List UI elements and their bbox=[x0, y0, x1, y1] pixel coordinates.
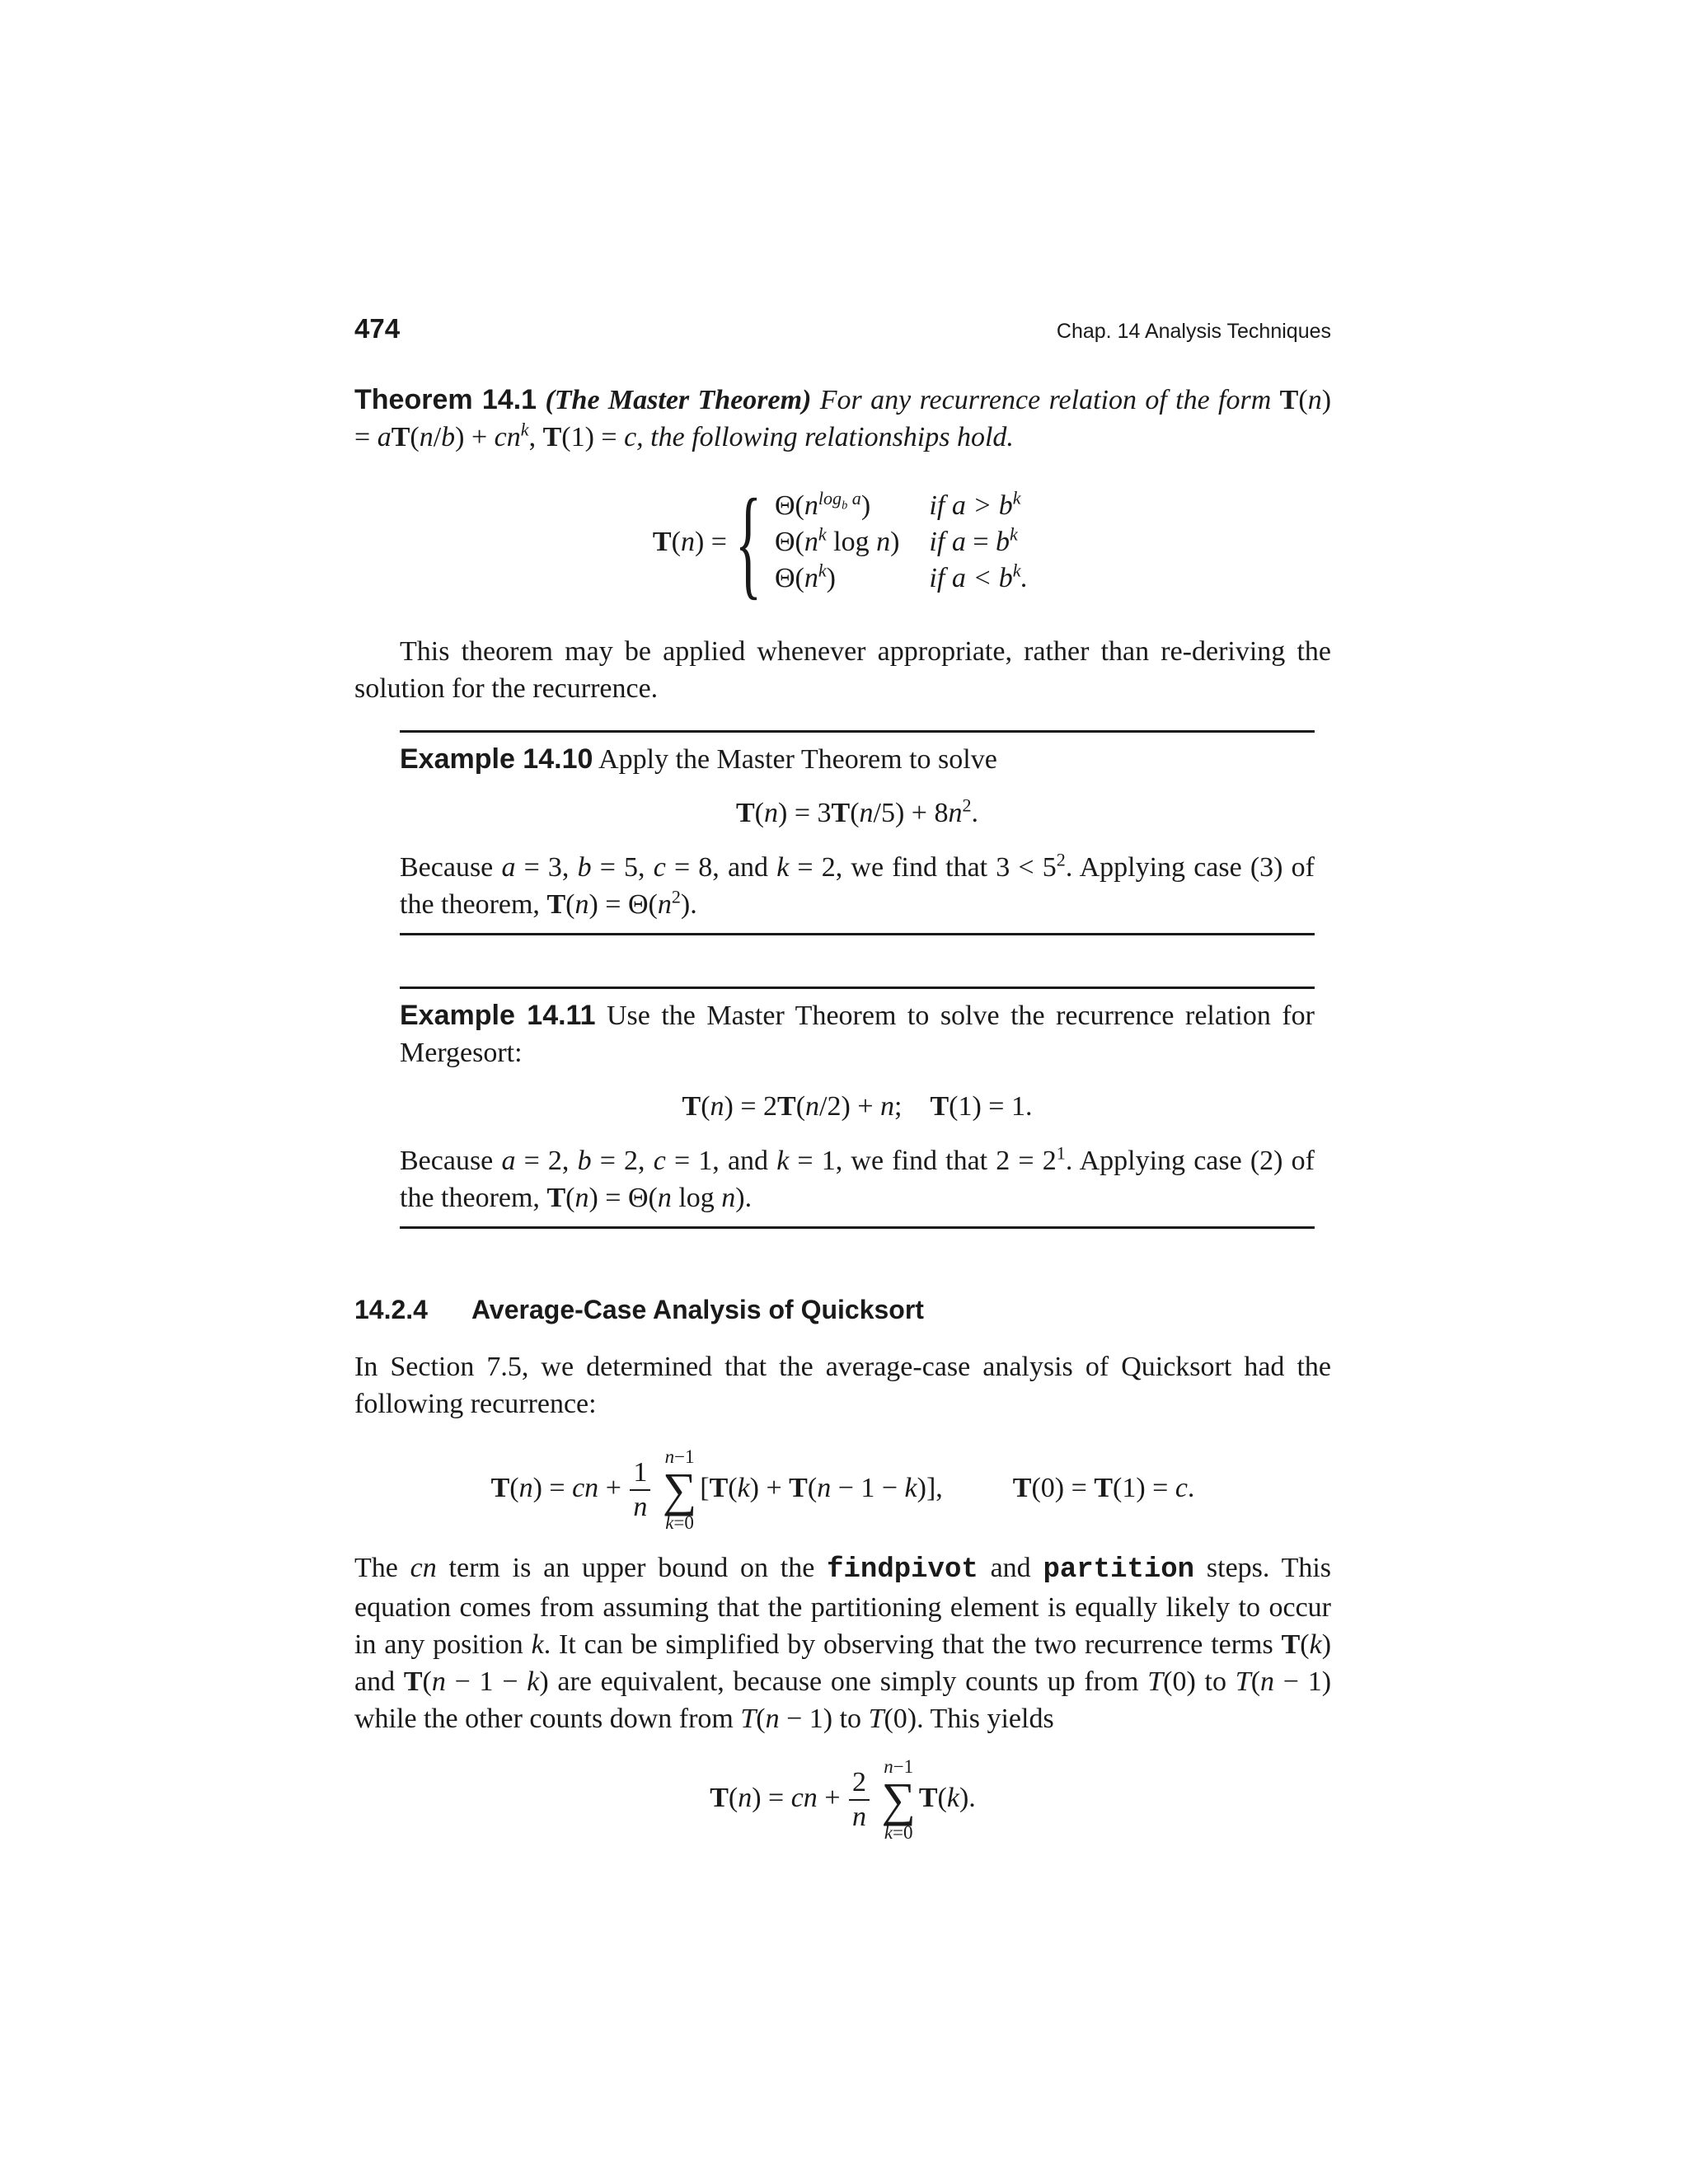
solution-text: . Applying bbox=[1065, 1146, 1186, 1176]
solution-text: we find that bbox=[851, 852, 988, 883]
paragraph-1: This theorem may be applied whenever appropriate, rather than re-deriving the solution for the recurrence. bbox=[354, 636, 1331, 704]
example-solution: Because a = 3, b = 5, c = 8, and k = 2, we find that $3 < 5^2$. Applying case (3) of the theorem, $T(n) = \Theta(n^2)$. bbox=[400, 849, 1315, 920]
example-intro-text: Apply the Master Theorem to solve bbox=[598, 744, 997, 775]
fraction: $\frac{1}{n}$ bbox=[630, 1456, 650, 1524]
example-label: Example 14.10 bbox=[400, 743, 593, 775]
paragraph-3: The cn term is an upper bound on the findpivot and partition steps. This equation comes from assuming that the partitioning element is equally likely to occur in any position k. It can be simplified by observing that the two recurrence terms T(k) and T(n − 1 − k) are equivalent, because one simply counts up from T(0) to T(n − 1) while the other counts down from T(n − 1) to T(0). This yields bbox=[354, 1553, 1332, 1734]
code-partition: partition bbox=[1043, 1554, 1195, 1586]
paragraph-text: and bbox=[990, 1553, 1031, 1583]
example-equation: $T(n) = 3T(n/5) + 8n^2$. bbox=[735, 794, 979, 828]
page bbox=[354, 313, 1331, 1843]
code-findpivot: findpivot bbox=[827, 1554, 978, 1586]
quicksort-recurrence: T(n) = cn + $\frac{1}{n}$ n−1 ∑ k=0 [T(k) + T(n − 1 − k)], T(0) = T(1) = c. bbox=[490, 1446, 1195, 1533]
paragraph-text: . This yields bbox=[917, 1704, 1054, 1734]
example-14-10 bbox=[400, 730, 1315, 935]
solution-text: we find that bbox=[851, 1146, 988, 1176]
paragraph-text: The bbox=[354, 1553, 398, 1583]
simplified-recurrence: T(n) = cn + $\frac{2}{n}$ n−1 ∑ k=0 T(k). bbox=[710, 1756, 976, 1843]
theorem-label: Theorem 14.1 bbox=[354, 384, 537, 415]
case-value: $\Theta(n^{log_b a})$ bbox=[774, 487, 871, 521]
case-value: $\Theta(n^k$ log n) bbox=[774, 523, 900, 557]
section-number: 14.2.4 bbox=[354, 1295, 428, 1324]
case-condition: if $a = b^k$ bbox=[929, 523, 1018, 557]
case-condition: if $a > b^k$ bbox=[929, 487, 1021, 521]
left-brace: { bbox=[734, 474, 762, 611]
solution-text: case (2) of the theorem, bbox=[400, 1146, 1315, 1213]
master-theorem-cases: T(n) = { $\Theta(n^{log_b a})$ if $a > b^k$ $\Theta(n^k$ log n) if $a = b^k$ $\Theta(n^k)$ if $a < b^k$. bbox=[354, 480, 1331, 604]
theorem-intro: For any recurrence relation of the form bbox=[819, 385, 1272, 415]
theorem-form-suffix: , the following relationships hold. bbox=[636, 422, 1014, 452]
summation: n−1 ∑ k=0 bbox=[662, 1446, 697, 1533]
section-title: Average-Case Analysis of Quicksort bbox=[471, 1295, 924, 1324]
cases-table bbox=[770, 488, 1033, 597]
example-intro-text: Use the Master Theorem to solve the recurrence relation bbox=[607, 1001, 1271, 1031]
solution-text: Because bbox=[400, 852, 494, 883]
paragraph-text: steps. This equation comes from assuming that the partitioning element is equally likely to occur in any position bbox=[354, 1553, 1332, 1660]
paragraph-text: are equivalent, because one simply counts up from bbox=[557, 1666, 1139, 1697]
paragraph-text: . It can be simplified by observing that the two recurrence terms bbox=[543, 1629, 1273, 1660]
example-14-11 bbox=[400, 987, 1315, 1229]
example-solution: Because a = 2, b = 2, c = 1, and k = 1, we find that $2 = 2^1$. Applying case (2) of the theorem, T(n) = Θ(n log n). bbox=[400, 1142, 1315, 1213]
paragraph-text: while the other counts down from bbox=[354, 1704, 734, 1734]
solution-text: Because bbox=[400, 1146, 494, 1176]
chapter-title: Chap. 14 Analysis Techniques bbox=[1056, 320, 1331, 343]
paragraph-text: term is an upper bound on the bbox=[448, 1553, 815, 1583]
page-number: 474 bbox=[354, 313, 401, 344]
theorem-name: (The Master Theorem) bbox=[545, 385, 812, 415]
paragraph-2: In Section 7.5, we determined that the average-case analysis of Quicksort had the following recurrence: bbox=[354, 1352, 1331, 1419]
paragraph-text: and bbox=[354, 1666, 396, 1697]
paragraph-text: to bbox=[1204, 1666, 1226, 1697]
solution-text: . Applying bbox=[1065, 852, 1186, 883]
page-header bbox=[354, 313, 1331, 344]
theorem-formula: $T(n) = aT(n/b) + cn^k$, T(1) = c bbox=[354, 385, 1332, 452]
example-label: Example 14.11 bbox=[400, 1000, 596, 1031]
section-heading bbox=[354, 1295, 1331, 1325]
solution-text: case (3) of the theorem, bbox=[400, 852, 1315, 920]
fraction: $\frac{2}{n}$ bbox=[849, 1766, 870, 1834]
example-intro bbox=[400, 997, 1315, 1071]
example-equation: T(n) = 2T(n/2) + n; T(1) = 1. bbox=[682, 1091, 1033, 1122]
case-row bbox=[770, 560, 1033, 597]
case-condition: if $a < b^k$. bbox=[929, 560, 1029, 593]
summation: n−1 ∑ k=0 bbox=[881, 1756, 916, 1843]
case-row bbox=[770, 524, 1033, 560]
example-intro bbox=[400, 741, 1315, 778]
theorem-statement bbox=[354, 382, 1331, 456]
case-row bbox=[770, 488, 1033, 524]
example-bottom-rule bbox=[400, 1226, 1315, 1229]
example-intro-text-2: for Mergesort: bbox=[400, 1001, 1315, 1068]
paragraph-text: to bbox=[839, 1704, 862, 1734]
case-value: $\Theta(n^k)$ bbox=[774, 560, 836, 593]
